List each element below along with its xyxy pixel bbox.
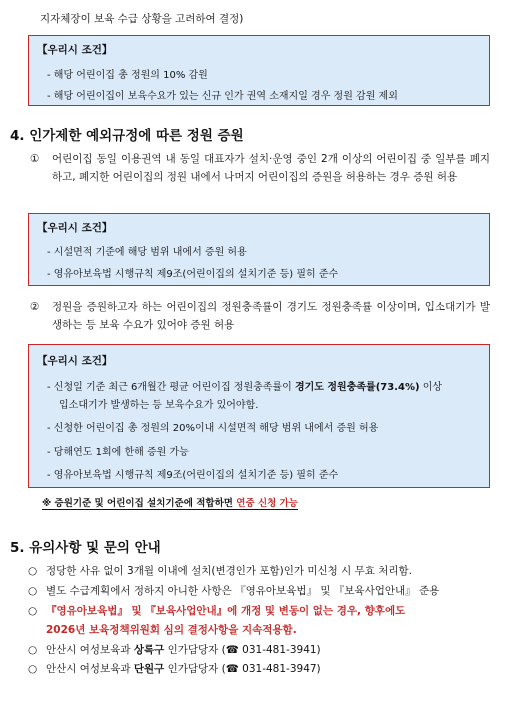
section-4-item-2 [30, 298, 490, 334]
contact-phone: 인가담당자 (☎ 031-481-3947) [167, 663, 321, 675]
item-number: ① [30, 153, 40, 165]
contact-phone: 인가담당자 (☎ 031-481-3941) [167, 644, 321, 656]
notice-item [28, 563, 412, 578]
circle-bullet-icon: ○ [28, 565, 38, 577]
item-text: 어린이집 동일 이용권역 내 동일 대표자가 설치·운영 중인 2개 이상의 어린이집 중 일부를 폐지하고, 폐지한 어린이집의 정원 내에서 나머지 어린이집의 증원을 허용하는 경우 증원 허용 [52, 153, 490, 183]
notice-item-important-cont: 2026년 보육정책위원회 심의 결정사항을 지속적용함. [46, 624, 297, 636]
box-title: 【우리시 조건】 [37, 355, 113, 367]
box-title: 【우리시 조건】 [37, 44, 113, 56]
circle-bullet-icon: ○ [28, 605, 38, 617]
box-line-text: - 신청일 기준 최근 6개월간 평균 어린이집 정원충족률이 [47, 382, 292, 393]
gyeonggi-rate: 경기도 정원충족률(73.4%) [294, 382, 420, 393]
top-note: 지자체장이 보육 수급 상황을 고려하여 결정) [40, 13, 244, 25]
notice-item [28, 583, 439, 598]
contact-district: 상록구 [133, 644, 165, 656]
note-red-text: 연중 신청 가능 [236, 498, 298, 509]
box-line: - 해당 어린이집이 보육수요가 있는 신규 인가 권역 소재지일 경우 정원 감원 제외 [47, 91, 398, 102]
note-text: ※ 증원기준 및 어린이집 설치기준에 적합하면 [42, 498, 233, 509]
notice-text: 별도 수급계획에서 정하지 아니한 사항은 『영유아보육법』 및 『보육사업안내』 준용 [46, 585, 440, 597]
notice-text: 정당한 사유 없이 3개월 이내에 설치(변경인가 포함)인가 미신청 시 무효 처리함. [46, 565, 413, 577]
item-text: 정원을 증원하고자 하는 어린이집의 정원충족률이 경기도 정원충족률 이상이며, 입소대기가 발생하는 등 보육 수요가 있어야 증원 허용 [52, 301, 490, 331]
box-line-text: 이상 [422, 382, 443, 393]
section-5-heading: 5. 유의사항 및 문의 안내 [10, 540, 161, 556]
notice-text: 『영유아보육법』 및 『보육사업안내』에 개정 및 변동이 없는 경우, 향후에도 [46, 605, 406, 617]
box-line-cont: 입소대기가 발생하는 등 보육수요가 있어야함. [59, 400, 259, 411]
box-line: - 당해연도 1회에 한해 증원 가능 [47, 447, 189, 458]
circle-bullet-icon: ○ [28, 644, 38, 656]
contact-dept: 안산시 여성보육과 [46, 644, 131, 656]
apply-note [42, 495, 298, 510]
contact-item [28, 661, 321, 676]
box-line [47, 378, 442, 393]
condition-box-2 [28, 213, 490, 286]
section-4-item-1 [30, 150, 490, 186]
box-title: 【우리시 조건】 [37, 222, 113, 234]
condition-box-1 [28, 35, 490, 106]
circle-bullet-icon: ○ [28, 585, 38, 597]
circle-bullet-icon: ○ [28, 663, 38, 675]
contact-item [28, 642, 321, 657]
box-line: - 영유아보육법 시행규칙 제9조(어린이집의 설치기준 등) 필히 준수 [47, 470, 339, 481]
box-line: - 시설면적 기준에 해당 범위 내에서 증원 허용 [47, 247, 247, 258]
contact-dept: 안산시 여성보육과 [46, 663, 131, 675]
section-4-heading: 4. 인가제한 예외규정에 따른 정원 증원 [10, 128, 244, 144]
item-number: ② [30, 301, 40, 313]
box-line: - 영유아보육법 시행규칙 제9조(어린이집의 설치기준 등) 필히 준수 [47, 269, 339, 280]
box-line: - 해당 어린이집 총 정원의 10% 감원 [47, 70, 208, 81]
condition-box-3 [28, 344, 490, 488]
contact-district: 단원구 [133, 663, 165, 675]
notice-item-important [28, 603, 405, 618]
box-line: - 신청한 어린이집 총 정원의 20%이내 시설면적 해당 범위 내에서 증원 허용 [47, 423, 379, 434]
